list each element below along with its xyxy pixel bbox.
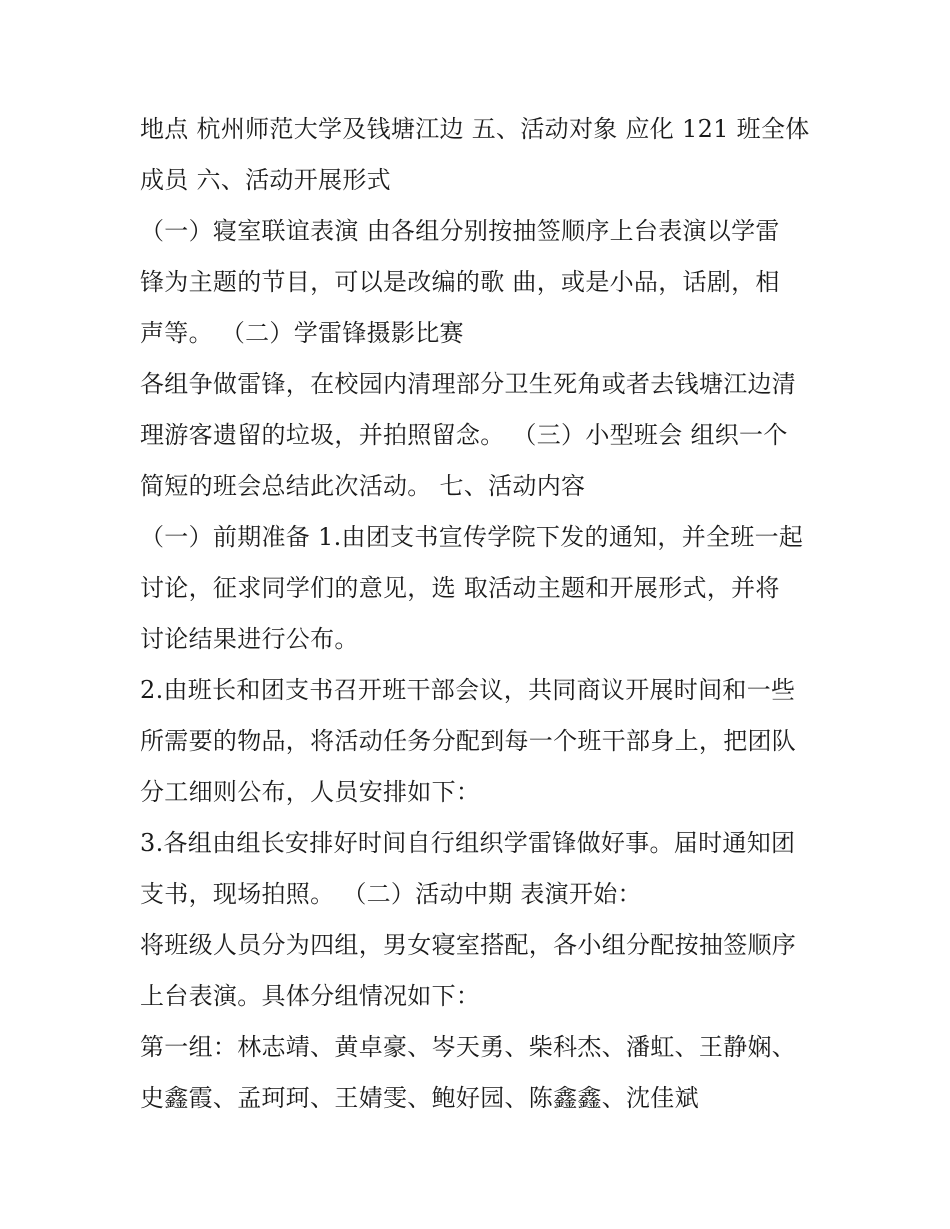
text-line-8: 简短的班会总结此次活动。 七、活动内容 xyxy=(140,472,586,500)
text-line-5: 声等。 （二）学雷锋摄影比赛 xyxy=(140,319,464,347)
text-line-18: 上台表演。具体分组情况如下： xyxy=(140,982,481,1010)
text-line-3: （一）寝室联谊表演 由各组分别按抽签顺序上台表演以学雷 xyxy=(140,217,780,245)
text-line-4: 锋为主题的节目，可以是改编的歌 曲，或是小品，话剧，相 xyxy=(140,268,780,296)
text-line-17: 将班级人员分为四组，男女寝室搭配，各小组分配按抽签顺序 xyxy=(140,931,797,959)
text-line-6: 各组争做雷锋，在校园内清理部分卫生死角或者去钱塘江边清 xyxy=(140,370,797,398)
text-line-19: 第一组：林志靖、黄卓豪、岑天勇、柴科杰、潘虹、王静娴、 xyxy=(140,1033,797,1061)
text-line-16: 支书，现场拍照。 （二）活动中期 表演开始： xyxy=(140,880,642,908)
text-line-15: 3.各组由组长安排好时间自行组织学雷锋做好事。届时通知团 xyxy=(140,829,796,857)
text-line-7: 理游客遗留的垃圾，并拍照留念。 （三）小型班会 组织一个 xyxy=(140,421,788,449)
document-body xyxy=(140,104,820,1124)
text-line-2: 成员 六、活动开展形式 xyxy=(140,166,391,194)
text-line-11: 讨论结果进行公布。 xyxy=(140,625,359,653)
text-line-12: 2.由班长和团支书召开班干部会议，共同商议开展时间和一些 xyxy=(140,676,796,704)
text-line-20: 史鑫霞、孟珂珂、王婧雯、鲍好园、陈鑫鑫、沈佳斌 xyxy=(140,1084,699,1112)
text-line-13: 所需要的物品，将活动任务分配到每一个班干部身上，把团队 xyxy=(140,727,797,755)
text-line-1: 地点 杭州师范大学及钱塘江边 五、活动对象 应化 121 班全体 xyxy=(140,115,810,143)
text-line-10: 讨论，征求同学们的意见，选 取活动主题和开展形式，并将 xyxy=(140,574,780,602)
text-line-9: （一）前期准备 1.由团支书宣传学院下发的通知，并全班一起 xyxy=(140,523,804,551)
text-line-14: 分工细则公布，人员安排如下： xyxy=(140,778,481,806)
